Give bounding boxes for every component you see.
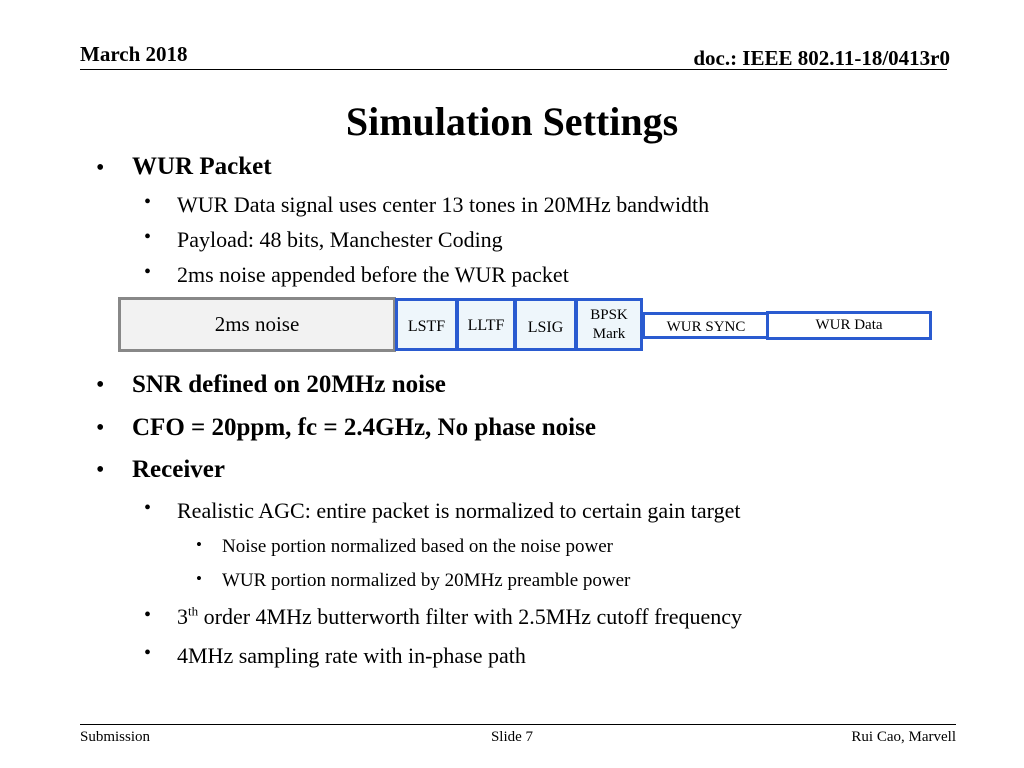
filter-order-number: 3: [177, 604, 188, 629]
bullet-text: WUR Packet: [132, 153, 272, 180]
bullet-dot: •: [144, 642, 152, 664]
bullet-dot: •: [96, 372, 105, 398]
bullet-dot: •: [96, 155, 105, 181]
filter-description: order 4MHz butterworth filter with 2.5MHz cutoff frequency: [198, 604, 743, 629]
bullet-text: WUR portion normalized by 20MHz preamble power: [222, 570, 631, 591]
bullet-text: SNR defined on 20MHz noise: [132, 371, 446, 398]
lsig-field: [514, 298, 577, 351]
bullet-dot: •: [196, 535, 202, 554]
bullet-text: 2ms noise appended before the WUR packet: [177, 262, 569, 287]
bullet-dot: •: [144, 497, 152, 519]
header-date: March 2018: [80, 42, 188, 66]
footer-submission: Submission: [80, 729, 151, 745]
bullet-text: [177, 604, 742, 630]
footer-rule: [80, 724, 956, 725]
bullet-text: 4MHz sampling rate with in-phase path: [177, 643, 526, 668]
header-doc-id: doc.: IEEE 802.11-18/0413r0: [693, 46, 950, 70]
wur-data-label: WUR Data: [815, 317, 883, 333]
bullet-text: Realistic AGC: entire packet is normalized to certain gain target: [177, 498, 741, 523]
noise-block: [118, 297, 396, 352]
lstf-field: [395, 298, 458, 351]
wur-sync-label: WUR SYNC: [666, 319, 746, 335]
bullet-text: Receiver: [132, 456, 225, 483]
slide-title: Simulation Settings: [345, 99, 679, 144]
bpsk-mark-field: [575, 298, 643, 351]
bullet-text: WUR Data signal uses center 13 tones in 20MHz bandwidth: [177, 192, 710, 217]
header-rule: [80, 69, 947, 70]
bullet-dot: •: [144, 191, 152, 213]
bullet-dot: •: [96, 457, 105, 483]
bullet-dot: •: [144, 226, 152, 248]
mark-label: Mark: [592, 325, 626, 342]
bullet-dot: •: [144, 604, 152, 626]
filter-order-suffix: th: [188, 603, 199, 619]
wur-data-field: [766, 311, 932, 340]
footer-slide-number: Slide 7: [490, 729, 534, 745]
lstf-label: LSTF: [407, 317, 446, 335]
footer-author: Rui Cao, Marvell: [851, 729, 956, 745]
bullet-text: CFO = 20ppm, fc = 2.4GHz, No phase noise: [132, 414, 596, 441]
bullet-dot: •: [196, 569, 202, 588]
lltf-label: LLTF: [467, 317, 505, 334]
bullet-text: Noise portion normalized based on the noise power: [222, 536, 613, 557]
bullet-text: Payload: 48 bits, Manchester Coding: [177, 227, 503, 252]
noise-label: 2ms noise: [214, 312, 300, 336]
lsig-label: LSIG: [527, 319, 564, 336]
bullet-dot: •: [96, 415, 105, 441]
bullet-dot: •: [144, 261, 152, 283]
bpsk-label: BPSK: [590, 306, 628, 323]
lltf-field: [456, 298, 516, 351]
wur-sync-field: [642, 312, 770, 339]
